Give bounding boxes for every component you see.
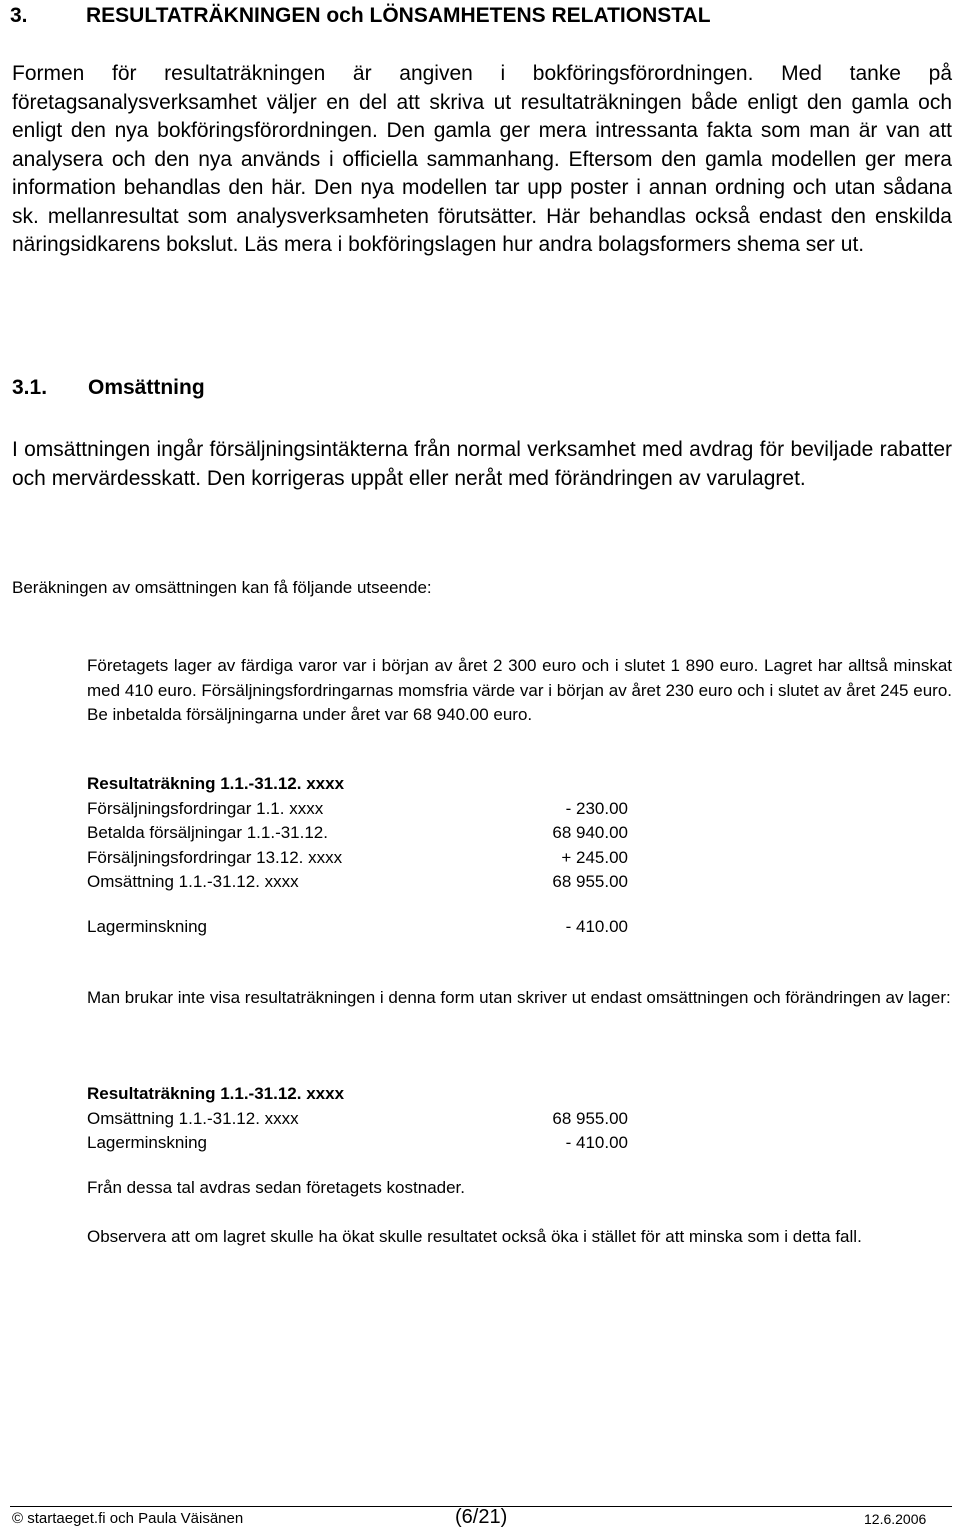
table-title: Resultaträkning 1.1.-31.12. xxxx — [87, 1084, 345, 1103]
section-number: 3.1. — [12, 376, 48, 399]
row-label: Försäljningsfordringar 1.1. xxxx — [87, 798, 324, 818]
table-row — [87, 821, 687, 846]
section-heading — [12, 376, 205, 400]
chapter-heading — [10, 4, 711, 28]
calc-intro-text: Beräkningen av omsättningen kan få följande utseende: — [12, 578, 432, 597]
row-value: - 410.00 — [565, 917, 628, 936]
table-row — [87, 915, 687, 940]
form-paragraph: Man brukar inte visa resultaträkningen i denna form utan skriver ut endast omsättningen och förändringen av lager: — [87, 988, 951, 1007]
row-label: Omsättning 1.1.-31.12. xxxx — [87, 872, 299, 891]
chapter-title: RESULTATRÄKNINGEN och LÖNSAMHETENS RELATIONSTAL — [86, 4, 711, 27]
row-label: Betalda försäljningar 1.1.-31.12. — [87, 823, 328, 842]
table-row — [87, 1107, 687, 1132]
footer-copyright: © startaeget.fi och Paula Väisänen — [12, 1510, 244, 1527]
table-title: Resultaträkning 1.1.-31.12. xxxx — [87, 774, 345, 793]
table-row — [87, 870, 687, 895]
section-title: Omsättning — [88, 376, 205, 399]
row-label: Försäljningsfordringar 13.12. xxxx — [87, 847, 343, 867]
deduct-paragraph: Från dessa tal avdras sedan företagets kostnader. — [87, 1178, 466, 1197]
income-statement-table-1 — [87, 772, 687, 895]
row-value: - 230.00 — [565, 798, 628, 818]
row-value: 68 940.00 — [552, 823, 628, 842]
inventory-change-row — [87, 915, 687, 940]
table-row — [87, 1131, 687, 1156]
row-value: 68 955.00 — [552, 872, 628, 891]
page-number: (6/21) — [455, 1506, 508, 1528]
table-row — [87, 846, 687, 871]
row-label: Omsättning 1.1.-31.12. xxxx — [87, 1108, 299, 1128]
table-row — [87, 797, 687, 822]
income-statement-table-2 — [87, 1082, 687, 1156]
row-label: Lagerminskning — [87, 917, 208, 936]
chapter-number: 3. — [10, 4, 28, 27]
row-value: - 410.00 — [565, 1133, 628, 1152]
row-value: + 245.00 — [561, 847, 628, 867]
section-paragraph: I omsättningen ingår försäljningsintäkterna från normal verksamhet med avdrag för beviljade rabatter och mervärdesskatt. Den korrigeras uppåt eller neråt med förändringen av varulagret. — [12, 438, 952, 490]
example-paragraph: Företagets lager av färdiga varor var i början av året 2 300 euro och i slutet 1 890 euro. Lagret har alltså minskat med 410 euro. Försäljningsfordringarnas momsfria värde var i början av året 230 euro och i slutet av året 245 euro. Be inbetalda försäljningarna under året var 68 940.00 euro. — [87, 656, 952, 725]
row-value: 68 955.00 — [552, 1108, 628, 1128]
note-paragraph: Observera att om lagret skulle ha ökat skulle resultatet också öka i stället för att minska som i detta fall. — [87, 1227, 862, 1246]
row-label: Lagerminskning — [87, 1133, 208, 1152]
footer-date: 12.6.2006 — [864, 1511, 927, 1527]
intro-paragraph: Formen för resultaträkningen är angiven i bokföringsförordningen. Med tanke på företagsanalysverksamhet väljer en del att skriva ut resultaträkningen både enligt den gamla och enligt den nya bokföringsförordningen. Den gamla ger mera intressanta fakta som man är van att analysera och den nya används i officiella sammanhang. Eftersom den gamla modellen ger mera information behandlas den här. Den nya modellen tar upp poster i annan ordning och utan sådana sk. mellanresultat som analysverksamheten förutsätter. Här behandlas också endast den enskilda näringsidkarens bokslut. Läs mera i bokföringslagen hur andra bolagsformers shema ser ut. — [12, 62, 952, 256]
